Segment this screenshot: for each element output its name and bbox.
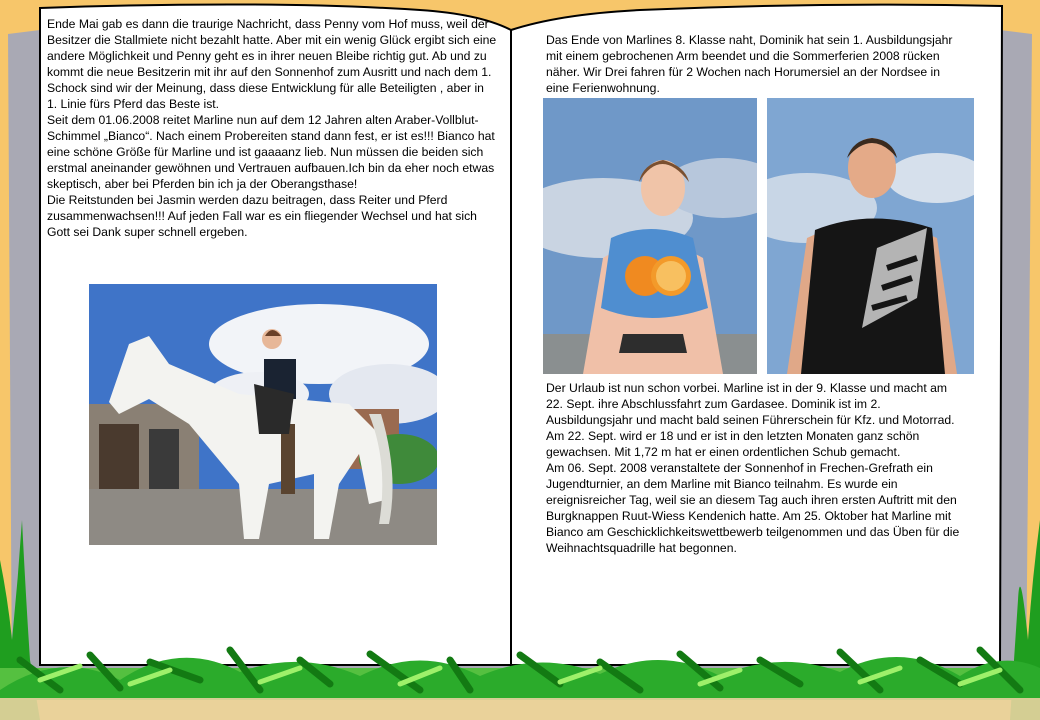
photo-boy-at-beach (767, 98, 974, 374)
photo-rider-on-horse (89, 284, 437, 545)
photo-girl-at-beach (543, 98, 757, 374)
left-page-text: Ende Mai gab es dann die traurige Nachricht, dass Penny vom Hof muss, weil der Besitzer die Stallmiete nicht bezahlt hatte. Aber mit ein wenig Glück ergibt sich eine andere Möglichkeit und Penny geht es in ihrer neuen Bleibe richtig gut. Ab und zu kommt die neue Besitzerin mit ihr auf den Sonnenhof zum Ausritt und nach dem 1. Schock sind wir der Meinung, dass diese Entwicklung für alle Beteiligten , aber in 1. Linie fürs Pferd das Beste ist. Seit dem 01.06.2008 reitet Marline nun auf dem 12 Jahren alten Araber-Vollblut-Schimmel „Bianco“. Nach einem Probereiten stand dann fest, er ist es!!! Bianco hat eine schöne Größe für Marline und ist gaaaanz lieb. Nun müssen die beiden sich erstmal aneinander gewöhnen und Vertrauen aufbauen.Ich bin da eher noch etwas skeptisch, aber bei Pferden bin ich ja der Oberangsthase! Die Reitstunden bei Jasmin werden dazu beitragen, dass Reiter und Pferd zusammenwachsen!!! Auf jeden Fall war es ein fliegender Wechsel und hat sich Gott sei Dank super schnell ergeben. (47, 17, 497, 239)
page-shadow (1000, 30, 1032, 690)
right-page-text-bottom: Der Urlaub ist nun schon vorbei. Marline ist in der 9. Klasse und macht am 22. Sept. ihre Abschlussfahrt zum Gardasee. Dominik ist im 2. Ausbildungsjahr und macht bald seinen Führerschein für Kfz. und Motorrad. Am 22. Sept. wird er 18 und er ist in den letzten Monaten ganz schön gewachsen. Mit 1,72 m hat er einen ordentlichen Schub gemacht. Am 06. Sept. 2008 veranstaltete der Sonnenhof in Frechen-Grefrath ein Jugendturnier, an dem Marline mit Bianco teilnahm. Es wurde ein ereignisreicher Tag, weil sie an diesem Tag auch ihren ersten Auftritt mit den Burgknappen Ruut-Wiess Kendenich hatte. Am 25. Oktober hat Marline mit Bianco am Geschicklichkeitswettbewerb teilgenommen und das Üben für die Weihnachtsquadrille hat begonnen. (546, 381, 960, 555)
right-page-text-top: Das Ende von Marlines 8. Klasse naht, Dominik hat sein 1. Ausbildungsjahr mit einem gebrochenen Arm beendet und die Sommerferien 2008 rücken näher. Wir Drei fahren für 2 Wochen nach Horumersiel an der Nordsee in eine Ferienwohnung. (546, 33, 953, 95)
